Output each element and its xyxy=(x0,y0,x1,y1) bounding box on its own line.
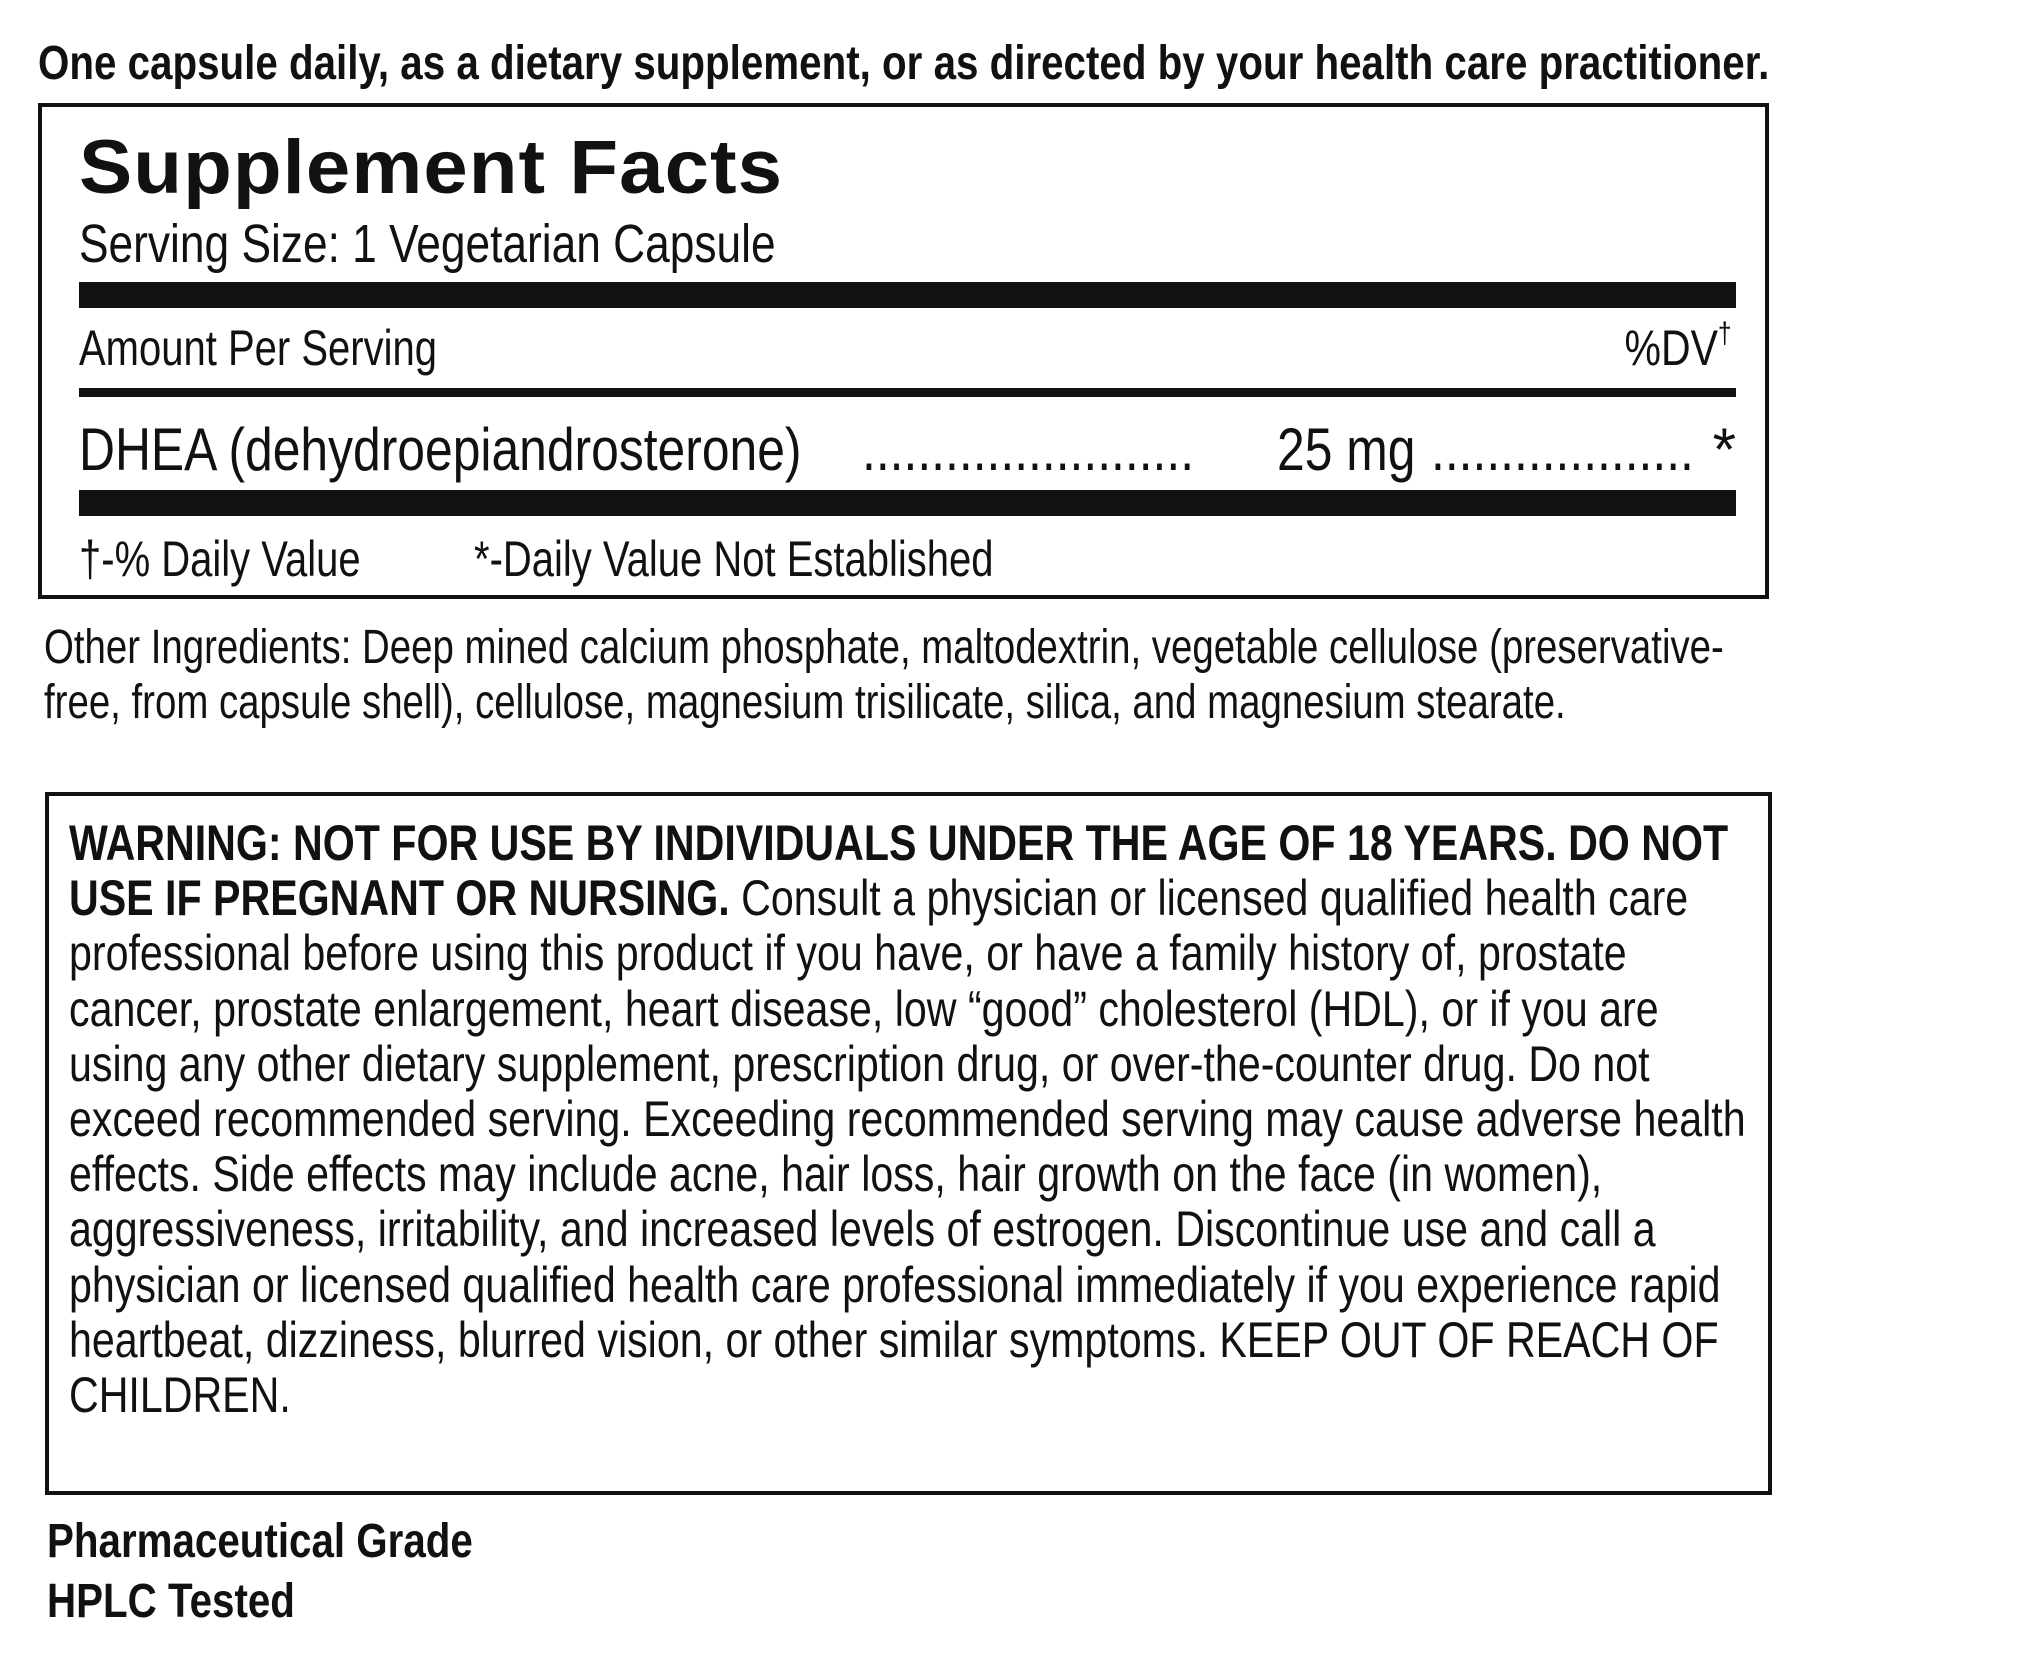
other-ingredients-text: Other Ingredients: Deep mined calcium phosphate, maltodextrin, vegetable cellulose (preservative-free, from capsule shell), cellulose, magnesium trisilicate, silica, and magnesium stearate. xyxy=(44,621,1724,729)
hplc-tested-label: HPLC Tested xyxy=(47,1575,295,1628)
ingredient-amount: 25 mg xyxy=(1277,416,1416,483)
ingredient-name: DHEA (dehydroepiandrosterone) xyxy=(79,416,802,483)
warning-body-text: Consult a physician or licensed qualified health care professional before using this product if you have, or have a family history of, prostate cancer, prostate enlargement, heart disease, low “good” cholesterol (HDL), or if you are using any other dietary supplement, prescription drug, or over-the-counter drug. Do not exceed recommended serving. Exceeding recommended serving may cause adverse health effects. Side effects may include acne, hair loss, hair growth on the face (in women), aggressiveness, irritability, and increased levels of estrogen. Discontinue use and call a physician or licensed qualified health care professional immediately if you experience rapid heartbeat, dizziness, blurred vision, or other similar symptoms. KEEP OUT OF REACH OF CHILDREN. xyxy=(69,870,1746,1424)
directions-text: One capsule daily, as a dietary supplement, or as directed by your health care practitioner. xyxy=(38,37,1770,90)
dot-leader: ........................ xyxy=(862,416,1195,483)
dot-leader: ................... xyxy=(1431,416,1694,483)
warning-panel xyxy=(45,792,1772,1495)
daily-value-header xyxy=(1625,317,1732,379)
amount-per-serving-header: Amount Per Serving xyxy=(79,320,437,376)
footnote-not-established: *-Daily Value Not Established xyxy=(474,531,994,587)
pharmaceutical-grade-label: Pharmaceutical Grade xyxy=(47,1515,473,1568)
warning-bold-text: WARNING: NOT FOR USE BY INDIVIDUALS UNDER THE AGE OF 18 YEARS. DO NOT USE IF PREGNANT OR NURSING. xyxy=(69,815,1729,927)
ingredient-row xyxy=(79,407,1736,487)
divider-thick-bottom xyxy=(79,490,1736,516)
facts-title: Supplement Facts xyxy=(79,125,784,210)
warning-text xyxy=(69,816,1752,1423)
divider-thin xyxy=(79,388,1736,397)
footnote-daily-value: †-% Daily Value xyxy=(79,531,361,587)
serving-size: Serving Size: 1 Vegetarian Capsule xyxy=(79,214,776,274)
ingredient-daily-value: * xyxy=(1712,416,1736,483)
divider-thick-top xyxy=(79,282,1736,308)
dagger-mark: † xyxy=(1718,317,1732,350)
daily-value-header-label: %DV xyxy=(1624,320,1719,376)
supplement-facts-panel xyxy=(38,103,1769,599)
